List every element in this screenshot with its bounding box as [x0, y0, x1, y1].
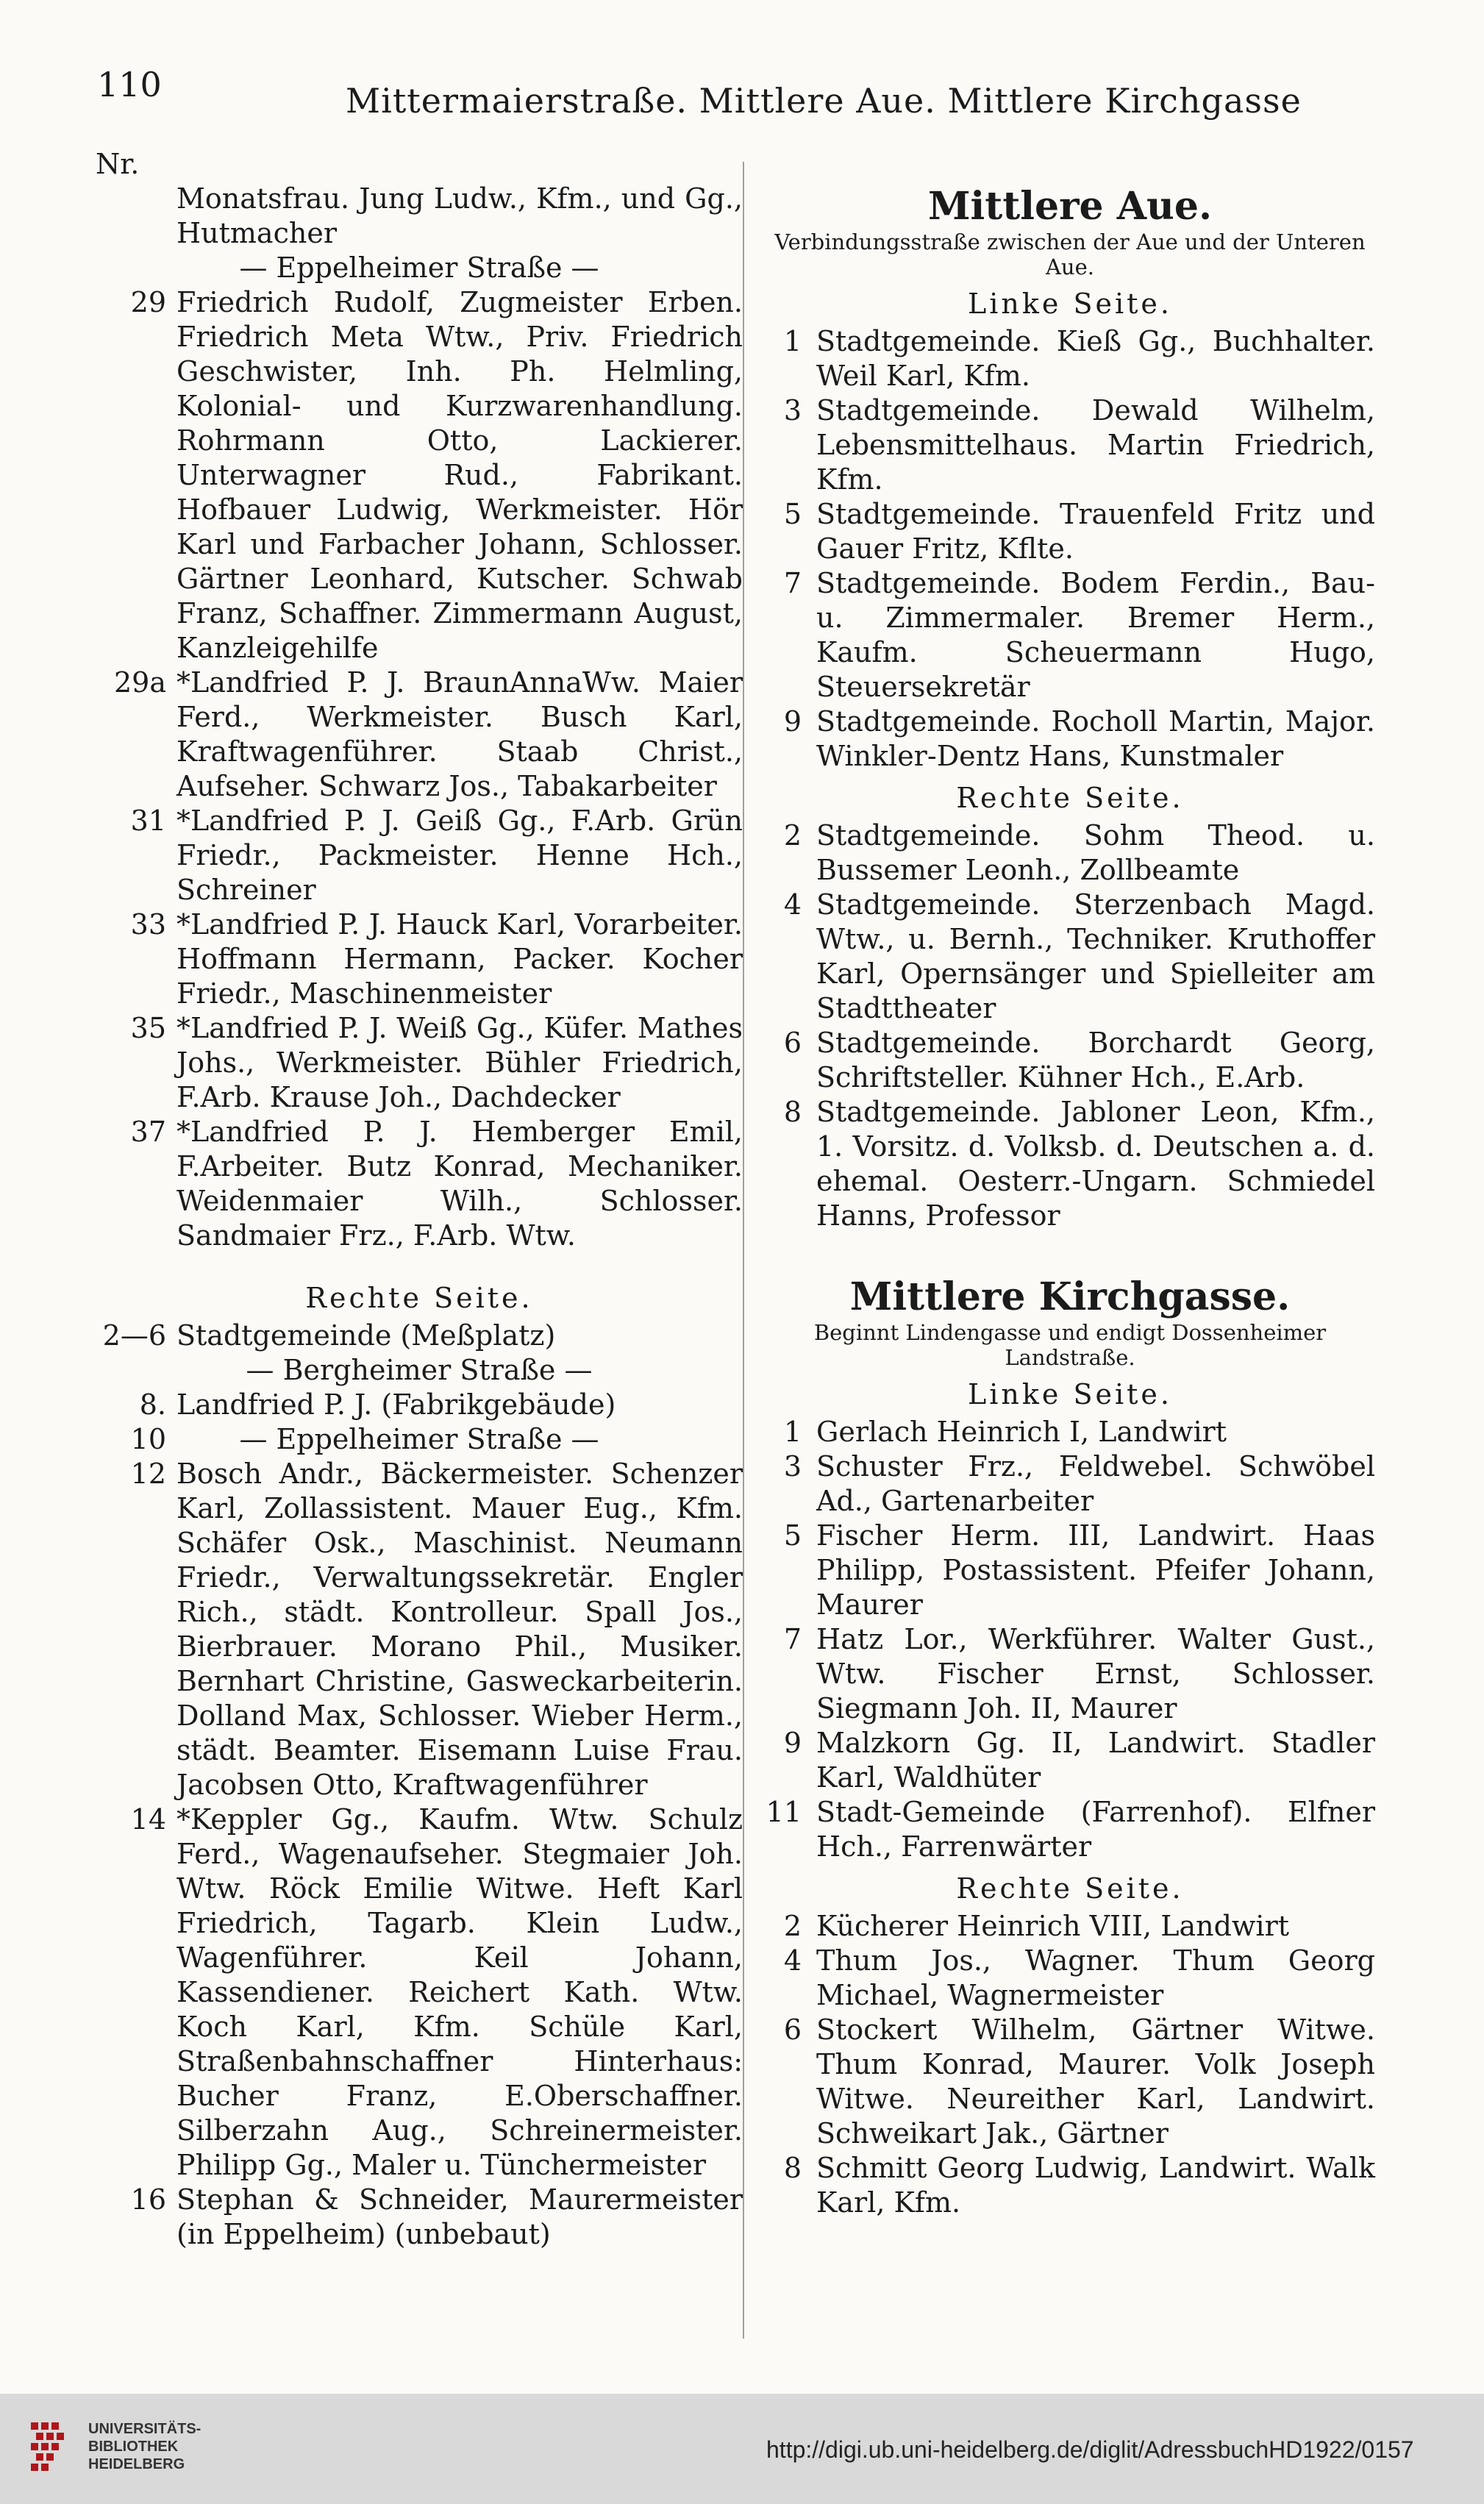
nr-label: Nr.	[96, 148, 140, 180]
side-heading: Rechte Seite.	[305, 1282, 533, 1314]
list-item: 2 Kücherer Heinrich VIII, Landwirt	[783, 1910, 1290, 1942]
side-heading: Linke Seite.	[968, 1378, 1172, 1410]
section-mittlere-aue	[765, 184, 1375, 1233]
source-url[interactable]: http://digi.ub.uni-heidelberg.de/diglit/AdressbuchHD1922/0157	[766, 2436, 1414, 2463]
list-item: 2—6 Stadtgemeinde (Meßplatz)	[102, 1319, 556, 1352]
list-item: 1 Stadtgemeinde. Kieß Gg., Buchhalter. Weil Karl, Kfm.	[783, 325, 1375, 392]
list-item: 11 Stadt-Gemeinde (Farrenhof). Elfner Hch., Farrenwärter	[766, 1796, 1375, 1863]
library-name: UNIVERSITÄTS- BIBLIOTHEK HEIDELBERG	[88, 2421, 201, 2472]
list-item: 3 Schuster Frz., Feldwebel. Schwöbel Ad., Gartenarbeiter	[783, 1450, 1375, 1517]
list-item: 5 Stadtgemeinde. Trauenfeld Fritz und Gauer Fritz, Kflte.	[783, 498, 1375, 565]
column-divider	[743, 162, 744, 2339]
list-item: 8 Schmitt Georg Ludwig, Landwirt. Walk Karl, Kfm.	[783, 2152, 1375, 2219]
section-subtitle: Verbindungsstraße zwischen der Aue und der Unteren Aue.	[774, 229, 1366, 279]
list-item: 29 Friedrich Rudolf, Zugmeister Erben. Friedrich Meta Wtw., Priv. Friedrich Geschwister, Inh. Ph. Helmling, Kolonial- und Kurzwarenhandlung. Rohrmann Otto, Lackierer. Unterwagner Rud., Fabrikant. Hofbauer Ludwig, Werkmeister. Hör Karl und Farbacher Johann, Schlosser. Gärtner Leonhard, Kutscher. Schwab Franz, Schaffner. Zimmermann August, Kanzleigehilfe	[130, 286, 743, 664]
list-item: 9 Malzkorn Gg. II, Landwirt. Stadler Karl, Waldhüter	[783, 1727, 1375, 1794]
list-item: 4 Thum Jos., Wagner. Thum Georg Michael, Wagnermeister	[783, 1944, 1375, 2011]
list-item: 16 Stephan & Schneider, Maurermeister (in Eppelheim) (unbebaut)	[130, 2183, 743, 2250]
cross-street: — Eppelheimer Straße —	[239, 252, 599, 284]
list-item: 2 Stadtgemeinde. Sohm Theod. u. Bussemer Leonh., Zollbeamte	[783, 819, 1375, 886]
list-item: 29a *Landfried P. J. BraunAnnaWw. Maier Ferd., Werkmeister. Busch Karl, Kraftwagenführer. Staab Christ., Aufseher. Schwarz Jos., Tabakarbeiter	[113, 666, 743, 802]
list-item: 37 *Landfried P. J. Hemberger Emil, F.Arbeiter. Butz Konrad, Mechaniker. Weidenmaier Wilh., Schlosser. Sandmaier Frz., F.Arb. Wtw.	[130, 1116, 743, 1252]
section-subtitle: Beginnt Lindengasse und endigt Dossenheimer Landstraße.	[813, 1320, 1327, 1370]
left-column	[96, 147, 743, 2252]
continued-entry: Monatsfrau. Jung Ludw., Kfm., und Gg., Hutmacher	[176, 182, 743, 249]
right-column	[765, 184, 1375, 2220]
list-item: 5 Fischer Herm. III, Landwirt. Haas Philipp, Postassistent. Pfeifer Johann, Maurer	[783, 1519, 1375, 1621]
list-item: 6 Stadtgemeinde. Borchardt Georg, Schriftsteller. Kühner Hch., E.Arb.	[783, 1027, 1375, 1094]
entry-list	[96, 285, 743, 1253]
side-heading: Linke Seite.	[968, 288, 1172, 320]
footer-bar	[0, 2394, 1484, 2504]
list-item: 6 Stockert Wilhelm, Gärtner Witwe. Thum Konrad, Maurer. Volk Joseph Witwe. Neureither Karl, Landwirt. Schweikart Jak., Gärtner	[783, 2013, 1375, 2150]
section-title: Mittlere Kirchgasse.	[849, 1274, 1291, 1319]
list-item: 7 Stadtgemeinde. Bodem Ferdin., Bau- u. Zimmermaler. Bremer Herm., Kaufm. Scheuermann Hugo, Steuersekretär	[783, 567, 1375, 703]
list-item: 4 Stadtgemeinde. Sterzenbach Magd. Wtw., u. Bernh., Techniker. Kruthoffer Karl, Opernsänger und Spielleiter am Stadttheater	[783, 888, 1375, 1024]
list-item: 31 *Landfried P. J. Geiß Gg., F.Arb. Grün Friedr., Packmeister. Henne Hch., Schreiner	[130, 805, 743, 906]
side-heading: Rechte Seite.	[956, 1872, 1184, 1905]
list-item: 8. 10 Landfried P. J. (Fabrikgebäude)	[130, 1388, 616, 1455]
list-item: 12 Bosch Andr., Bäckermeister. Schenzer Karl, Zollassistent. Mauer Eug., Kfm. Schäfer Osk., Maschinist. Neumann Friedr., Verwaltungssekretär. Engler Rich., städt. Kontrolleur. Spall Jos., Bierbrauer. Morano Phil., Musiker. Bernhart Christine, Gasweckarbeiterin. Dolland Max, Schlosser. Wieber Herm., städt. Beamter. Eisemann Luise Frau. Jacobsen Otto, Kraftwagenführer	[130, 1458, 743, 1801]
page-number: 110	[97, 65, 162, 104]
list-item: 7 Hatz Lor., Werkführer. Walter Gust., Wtw. Fischer Ernst, Schlosser. Siegmann Joh. II, Maurer	[783, 1623, 1375, 1724]
list-item: 35 *Landfried P. J. Weiß Gg., Küfer. Mathes Johs., Werkmeister. Bühler Friedrich, F.Arb. Krause Joh., Dachdecker	[130, 1012, 743, 1113]
list-item: 1 Gerlach Heinrich I, Landwirt	[783, 1416, 1227, 1448]
list-item: 3 Stadtgemeinde. Dewald Wilhelm, Lebensmittelhaus. Martin Friedrich, Kfm.	[783, 394, 1375, 496]
list-item: 14 *Keppler Gg., Kaufm. Wtw. Schulz Ferd., Wagenaufseher. Stegmaier Joh. Wtw. Röck Emilie Witwe. Heft Karl Friedrich, Tagarb. Klein Ludw., Wagenführer. Keil Johann, Kassendiener. Reichert Kath. Wtw. Koch Karl, Kfm. Schüle Karl, Straßenbahnschaffner Hinterhaus: Bucher Franz, E.Oberschaffner. Silberzahn Aug., Schreinermeister. Philipp Gg., Maler u. Tünchermeister	[130, 1803, 743, 2181]
list-item: 33 *Landfried P. J. Hauck Karl, Vorarbeiter. Hoffmann Hermann, Packer. Kocher Friedr., Maschinenmeister	[130, 908, 743, 1010]
list-item: 8 Stadtgemeinde. Jabloner Leon, Kfm., 1. Vorsitz. d. Volksb. d. Deutschen a. d. ehemal. Oesterr.-Ungarn. Schmiedel Hanns, Professor	[783, 1096, 1375, 1232]
library-logo[interactable]	[29, 2419, 79, 2477]
page-header: Mittermaierstraße. Mittlere Aue. Mittlere Kirchgasse	[346, 81, 1302, 121]
cross-street: — Bergheimer Straße —	[246, 1354, 593, 1386]
cross-street: — Eppelheimer Straße —	[239, 1423, 599, 1455]
section-title: Mittlere Aue.	[927, 184, 1213, 229]
side-heading: Rechte Seite.	[956, 782, 1184, 814]
list-item: 9 Stadtgemeinde. Rocholl Martin, Major. Winkler-Dentz Hans, Kunstmaler	[783, 705, 1375, 772]
section-mittlere-kirchgasse	[765, 1274, 1375, 2220]
